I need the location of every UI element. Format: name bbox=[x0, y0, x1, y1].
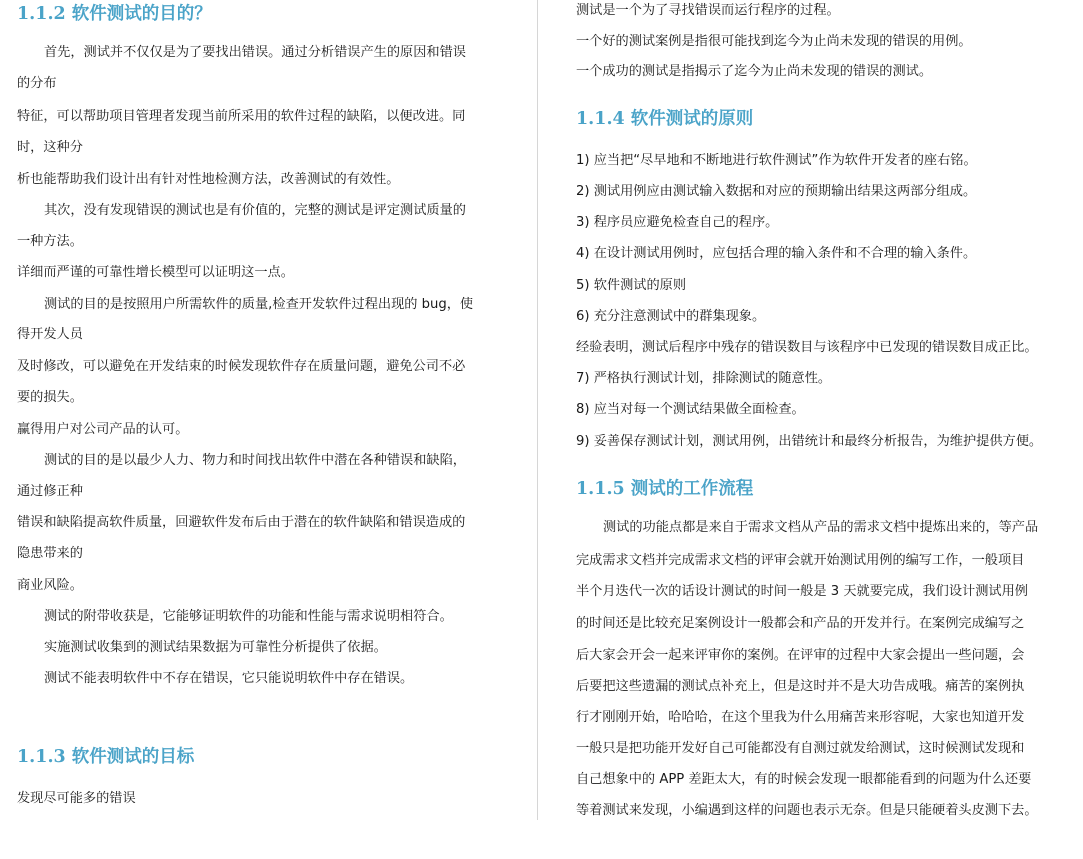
paragraph-line: 特征，可以帮助项目管理者发现当前所采用的软件过程的缺陷，以便改进。同 bbox=[17, 109, 466, 124]
paragraph-line: 实施测试收集到的测试结果数据为可靠性分析提供了依据。 bbox=[44, 640, 387, 655]
paragraph-line: 行才刚刚开始，哈哈哈，在这个里我为什么用痛苦来形容呢，大家也知道开发 bbox=[576, 710, 1025, 725]
paragraph-line: 一个好的测试案例是指很可能找到迄今为止尚未发现的错误的用例。 bbox=[576, 34, 972, 49]
paragraph-line: 后大家会开会一起来评审你的案例。在评审的过程中大家会提出一些问题，会 bbox=[576, 648, 1025, 663]
paragraph-line: 首先，测试并不仅仅是为了要找出错误。通过分析错误产生的原因和错误 bbox=[44, 45, 466, 60]
paragraph-line: 隐患带来的 bbox=[17, 546, 83, 561]
heading-1-1-5: 1.1.5 测试的工作流程 bbox=[576, 479, 754, 499]
paragraph-line: 测试的目的是以最少人力、物力和时间找出软件中潜在各种错误和缺陷， bbox=[44, 453, 466, 468]
paragraph-line: 测试是一个为了寻找错误而运行程序的过程。 bbox=[576, 3, 840, 18]
heading-1-1-2: 1.1.2 软件测试的目的？ bbox=[17, 4, 212, 24]
heading-1-1-3: 1.1.3 软件测试的目标 bbox=[17, 747, 195, 767]
paragraph-line: 赢得用户对公司产品的认可。 bbox=[17, 422, 189, 437]
paragraph-line: 详细而严谨的可靠性增长模型可以证明这一点。 bbox=[17, 265, 294, 280]
paragraph-line: 一个成功的测试是指揭示了迄今为止尚未发现的错误的测试。 bbox=[576, 64, 933, 79]
principle-item: 5) 软件测试的原则 bbox=[576, 278, 687, 293]
principle-item: 9) 妥善保存测试计划，测试用例，出错统计和最终分析报告，为维护提供方便。 bbox=[576, 434, 1043, 449]
paragraph-line: 一般只是把功能开发好自己可能都没有自测过就发给测试，这时候测试发现和 bbox=[576, 741, 1025, 756]
paragraph-line: 及时修改，可以避免在开发结束的时候发现软件存在质量问题，避免公司不必 bbox=[17, 359, 466, 374]
paragraph-line: 时，这种分 bbox=[17, 140, 83, 155]
principle-item: 3) 程序员应避免检查自己的程序。 bbox=[576, 215, 779, 230]
goal-line: 发现尽可能多的错误 bbox=[17, 791, 136, 806]
principle-note: 经验表明，测试后程序中残存的错误数目与该程序中已发现的错误数目成正比。 bbox=[576, 340, 1038, 355]
principle-item: 7) 严格执行测试计划，排除测试的随意性。 bbox=[576, 371, 832, 386]
paragraph-line: 得开发人员 bbox=[17, 327, 83, 342]
paragraph-line: 错误和缺陷提高软件质量，回避软件发布后由于潜在的软件缺陷和错误造成的 bbox=[17, 515, 466, 530]
paragraph-line: 其次，没有发现错误的测试也是有价值的，完整的测试是评定测试质量的 bbox=[44, 203, 466, 218]
paragraph-line: 析也能帮助我们设计出有针对性地检测方法，改善测试的有效性。 bbox=[17, 172, 400, 187]
paragraph-line: 测试的功能点都是来自于需求文档从产品的需求文档中提炼出来的，等产品 bbox=[603, 520, 1039, 535]
paragraph-line: 测试的附带收获是，它能够证明软件的功能和性能与需求说明相符合。 bbox=[44, 609, 453, 624]
heading-1-1-4: 1.1.4 软件测试的原则 bbox=[576, 109, 754, 129]
paragraph-line: 半个月迭代一次的话设计测试的时间一般是 3 天就要完成，我们设计测试用例 bbox=[576, 584, 1028, 599]
principle-item: 2) 测试用例应由测试输入数据和对应的预期输出结果这两部分组成。 bbox=[576, 184, 977, 199]
principle-item: 8) 应当对每一个测试结果做全面检查。 bbox=[576, 402, 805, 417]
principle-item: 6) 充分注意测试中的群集现象。 bbox=[576, 309, 766, 324]
paragraph-line: 测试不能表明软件中不存在错误，它只能说明软件中存在错误。 bbox=[44, 671, 414, 686]
paragraph-line: 的时间还是比较充足案例设计一般都会和产品的开发并行。在案例完成编写之 bbox=[576, 616, 1025, 631]
paragraph-line: 一种方法。 bbox=[17, 234, 83, 249]
paragraph-line: 商业风险。 bbox=[17, 578, 83, 593]
principle-item: 1) 应当把“尽早地和不断地进行软件测试”作为软件开发者的座右铭。 bbox=[576, 153, 977, 168]
paragraph-line: 测试的目的是按照用户所需软件的质量,检查开发软件过程出现的 bug，使 bbox=[44, 297, 474, 312]
paragraph-line: 要的损失。 bbox=[17, 390, 83, 405]
paragraph-line: 完成需求文档并完成需求文档的评审会就开始测试用例的编写工作，一般项目 bbox=[576, 553, 1025, 568]
column-divider bbox=[537, 0, 538, 820]
paragraph-line: 的分布 bbox=[17, 76, 57, 91]
paragraph-line: 自己想象中的 APP 差距太大，有的时候会发现一眼都能看到的问题为什么还要 bbox=[576, 772, 1032, 787]
paragraph-line: 等着测试来发现，小编遇到这样的问题也表示无奈。但是只能硬着头皮测下去。 bbox=[576, 803, 1038, 818]
paragraph-line: 通过修正种 bbox=[17, 484, 83, 499]
principle-item: 4) 在设计测试用例时，应包括合理的输入条件和不合理的输入条件。 bbox=[576, 246, 977, 261]
paragraph-line: 后要把这些遗漏的测试点补充上，但是这时并不是大功告成哦。痛苦的案例执 bbox=[576, 679, 1025, 694]
